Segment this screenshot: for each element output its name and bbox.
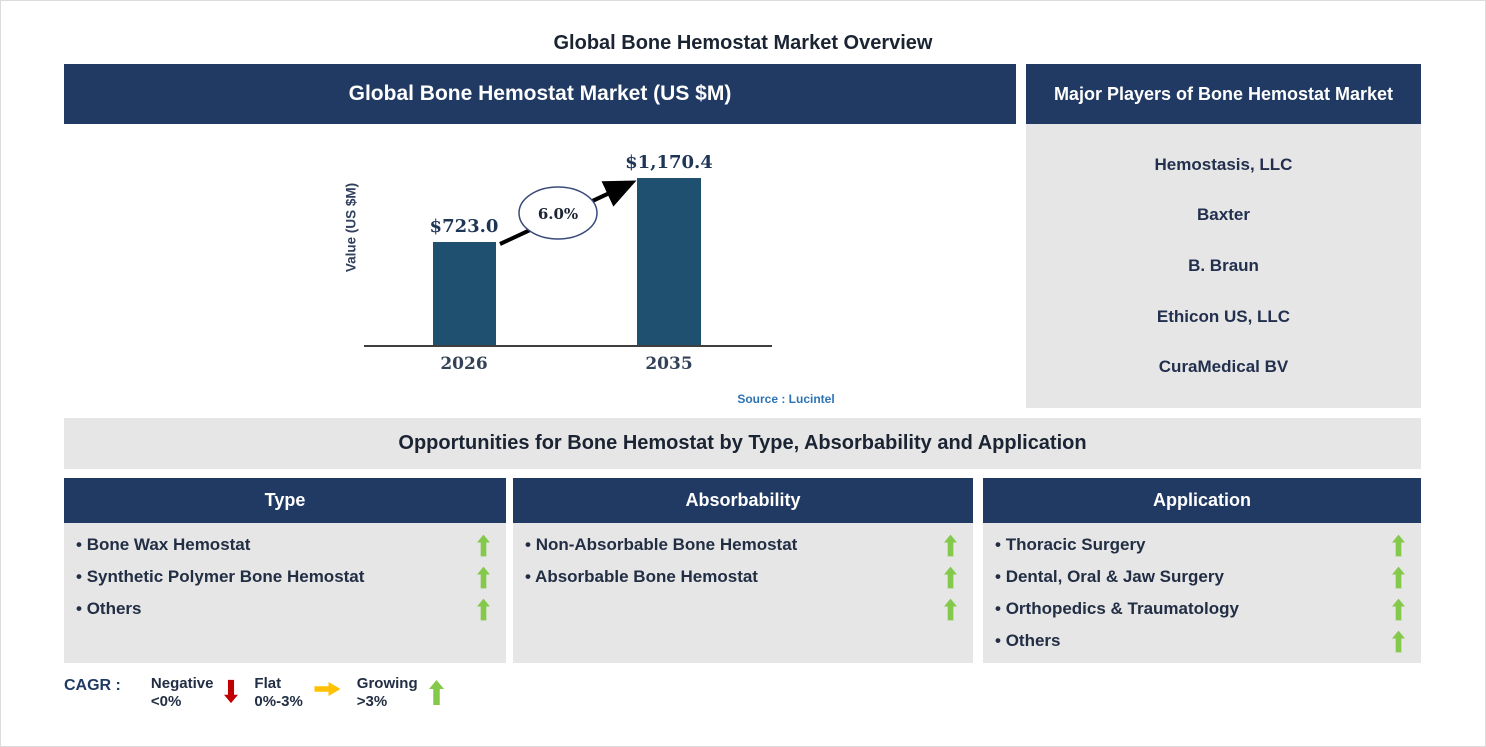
list-item-label: • Orthopedics & Traumatology bbox=[995, 599, 1239, 619]
list-item-label: • Thoracic Surgery bbox=[995, 535, 1146, 555]
growth-up-arrow-icon bbox=[477, 532, 490, 559]
major-players-header: Major Players of Bone Hemostat Market bbox=[1026, 64, 1421, 124]
growth-up-arrow-icon bbox=[477, 564, 490, 591]
list-item-label: • Non-Absorbable Bone Hemostat bbox=[525, 535, 797, 555]
opportunities-banner: Opportunities for Bone Hemostat by Type, Absorbability and Application bbox=[64, 418, 1421, 469]
growth-up-arrow-icon bbox=[429, 676, 444, 709]
list-item-label: • Synthetic Polymer Bone Hemostat bbox=[76, 567, 364, 587]
growth-up-arrow-icon bbox=[1392, 532, 1405, 559]
legend-range: 0%-3% bbox=[254, 693, 303, 710]
player-item: CuraMedical BV bbox=[1158, 357, 1289, 377]
list-item-label: • Dental, Oral & Jaw Surgery bbox=[995, 567, 1224, 587]
growth-up-arrow-icon bbox=[944, 564, 957, 591]
market-bar-chart bbox=[64, 124, 1016, 418]
list-item-label: • Bone Wax Hemostat bbox=[76, 535, 250, 555]
growth-up-arrow-icon bbox=[1392, 628, 1405, 655]
absorbability-column-header: Absorbability bbox=[513, 478, 973, 523]
chart-panel-header: Global Bone Hemostat Market (US $M) bbox=[64, 64, 1016, 124]
application-column-list bbox=[983, 523, 1421, 663]
x-axis-line bbox=[364, 345, 772, 347]
list-item-label: • Absorbable Bone Hemostat bbox=[525, 567, 758, 587]
x-tick-2035: 2035 bbox=[645, 354, 693, 374]
growth-up-arrow-icon bbox=[1392, 564, 1405, 591]
legend-name: Growing bbox=[356, 675, 418, 692]
list-item bbox=[995, 561, 1405, 593]
absorbability-column-list bbox=[513, 523, 973, 663]
growth-up-arrow-icon bbox=[1392, 596, 1405, 623]
player-item: B. Braun bbox=[1188, 255, 1259, 275]
list-item bbox=[995, 625, 1405, 657]
bar-value-2026: $723.0 bbox=[429, 216, 499, 237]
list-item-label: • Others bbox=[76, 599, 141, 619]
list-item-label: • Others bbox=[995, 631, 1060, 651]
list-item bbox=[76, 593, 490, 625]
growth-up-arrow-icon bbox=[477, 596, 490, 623]
cagr-arrow-annotation bbox=[64, 124, 1016, 418]
bar-value-2035: $1,170.4 bbox=[625, 152, 713, 173]
application-column-header: Application bbox=[983, 478, 1421, 523]
major-players-list bbox=[1026, 124, 1421, 408]
player-item: Hemostasis, LLC bbox=[1154, 154, 1293, 174]
player-item: Baxter bbox=[1197, 205, 1250, 225]
list-item bbox=[995, 529, 1405, 561]
list-item bbox=[525, 561, 957, 593]
page-title: Global Bone Hemostat Market Overview bbox=[553, 32, 933, 54]
list-item bbox=[995, 593, 1405, 625]
cagr-value: 6.0% bbox=[537, 205, 579, 223]
legend-item-flat bbox=[254, 675, 340, 711]
growth-up-arrow-icon bbox=[944, 532, 957, 559]
list-item bbox=[76, 561, 490, 593]
flat-right-arrow-icon bbox=[314, 682, 341, 696]
source-note: Source : Lucintel bbox=[737, 392, 835, 406]
legend-range: <0% bbox=[150, 693, 182, 710]
x-tick-2026: 2026 bbox=[440, 354, 488, 374]
list-item bbox=[525, 593, 957, 625]
cagr-legend bbox=[64, 675, 460, 711]
type-column-list bbox=[64, 523, 506, 663]
list-item bbox=[76, 529, 490, 561]
legend-range: >3% bbox=[356, 693, 388, 710]
y-axis-label: Value (US $M) bbox=[343, 182, 359, 273]
cagr-legend-label: CAGR : bbox=[64, 677, 121, 694]
legend-name: Flat bbox=[254, 675, 282, 692]
growth-up-arrow-icon bbox=[944, 596, 957, 623]
legend-item-negative bbox=[151, 675, 239, 711]
legend-item-growing bbox=[357, 675, 444, 711]
legend-name: Negative bbox=[150, 675, 214, 692]
player-item: Ethicon US, LLC bbox=[1156, 306, 1291, 326]
negative-down-arrow-icon bbox=[224, 676, 238, 707]
list-item bbox=[525, 529, 957, 561]
type-column-header: Type bbox=[64, 478, 506, 523]
